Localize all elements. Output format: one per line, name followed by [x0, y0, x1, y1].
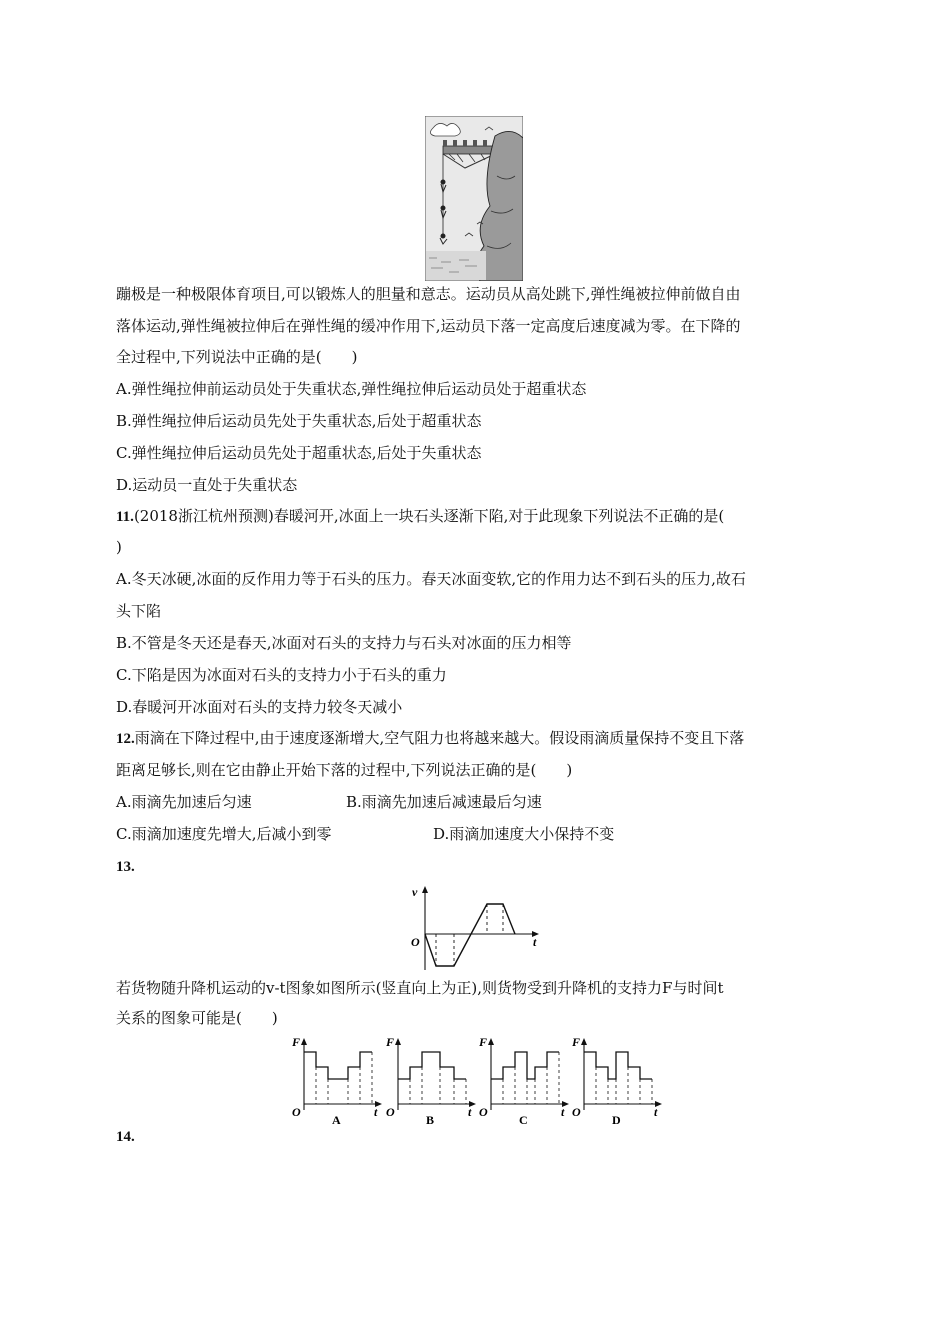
q10-stem-line-3: 全过程中,下列说法中正确的是( ) [116, 348, 358, 366]
q12-stem-line-2: 距离足够长,则在它由静止开始下落的过程中,下列说法正确的是( ) [116, 761, 573, 779]
q11-option-c: C.下陷是因为冰面对石头的支持力小于石头的重力 [116, 666, 447, 684]
q14-number-text: 14. [116, 1129, 135, 1145]
q10-option-c: C.弹性绳拉伸后运动员先处于超重状态,后处于失重状态 [116, 444, 482, 462]
q13-number-text: 13. [116, 859, 135, 875]
q12-option-c: C.雨滴加速度先增大,后减小到零 [116, 825, 332, 843]
ft-b-axis-f-label: F [386, 1035, 395, 1049]
q11-number: 11. [116, 509, 134, 525]
q10-stem-line-2: 落体运动,弹性绳被拉伸后在弹性绳的缓冲作用下,运动员下落一定高度后速度减为零。在下降的 [116, 317, 741, 335]
ft-d-option-letter: D [612, 1113, 621, 1127]
q13-number [116, 856, 135, 877]
ft-b-origin-label: O [386, 1105, 395, 1119]
ft-graph-d [570, 1034, 664, 1130]
q10-option-a: A.弹性绳拉伸前运动员处于失重状态,弹性绳拉伸后运动员处于超重状态 [116, 380, 587, 398]
q11-option-b: B.不管是冬天还是春天,冰面对石头的支持力与石头对冰面的压力相等 [116, 634, 572, 652]
q11-stem-text: (2018浙江杭州预测)春暖河开,冰面上一块石头逐渐下陷,对于此现象下列说法不正确的是( [133, 507, 725, 525]
ft-graph-c [477, 1034, 571, 1130]
q12-option-a: A.雨滴先加速后匀速 [116, 793, 252, 811]
q10-option-b: B.弹性绳拉伸后运动员先处于失重状态,后处于超重状态 [116, 412, 482, 430]
ft-d-axis-f-label: F [572, 1035, 581, 1049]
vt-graph [405, 882, 545, 972]
ft-graph-a [290, 1034, 384, 1130]
q10-stem-line-1: 蹦极是一种极限体育项目,可以锻炼人的胆量和意志。运动员从高处跳下,弹性绳被拉伸前做自由 [116, 285, 741, 303]
bungee-illustration [425, 116, 523, 281]
q12-option-d: D.雨滴加速度大小保持不变 [433, 825, 615, 843]
q11-option-a-line-1: A.冬天冰硬,冰面的反作用力等于石头的压力。春天冰面变软,它的作用力达不到石头的压力,故石 [116, 570, 746, 588]
vt-origin-label: O [411, 935, 420, 949]
q12-number: 12. [116, 731, 135, 747]
ft-d-axis-t-label: t [654, 1105, 658, 1119]
vt-axis-t-label: t [533, 935, 537, 949]
ft-a-axis-t-label: t [374, 1105, 378, 1119]
ft-c-origin-label: O [479, 1105, 488, 1119]
vt-axis-v-label: v [412, 885, 418, 899]
q12-option-b: B.雨滴先加速后减速最后匀速 [346, 793, 542, 811]
q14-number [116, 1126, 135, 1147]
q12-stem-text: 雨滴在下降过程中,由于速度逐渐增大,空气阻力也将越来越大。假设雨滴质量保持不变且下落 [134, 729, 745, 747]
q11-option-a-line-2: 头下陷 [116, 602, 162, 620]
ft-b-axis-t-label: t [468, 1105, 472, 1119]
ft-graph-b [384, 1034, 478, 1130]
ft-a-origin-label: O [292, 1105, 301, 1119]
q13-stem-line-2: 关系的图象可能是( ) [116, 1009, 278, 1027]
q11-option-d: D.春暖河开冰面对石头的支持力较冬天减小 [116, 698, 403, 716]
ft-a-axis-f-label: F [292, 1035, 301, 1049]
ft-c-option-letter: C [519, 1113, 528, 1127]
ft-c-axis-t-label: t [561, 1105, 565, 1119]
q12-stem-line-1 [116, 728, 744, 749]
q10-option-d: D.运动员一直处于失重状态 [116, 476, 298, 494]
q11-stem-line-1 [116, 506, 724, 527]
ft-a-option-letter: A [332, 1113, 341, 1127]
q13-stem-line-1: 若货物随升降机运动的v-t图象如图所示(竖直向上为正),则货物受到升降机的支持力F与时间t [116, 979, 724, 997]
q11-stem-line-2: ) [116, 538, 122, 556]
ft-d-origin-label: O [572, 1105, 581, 1119]
ft-c-axis-f-label: F [479, 1035, 488, 1049]
ft-b-option-letter: B [426, 1113, 435, 1127]
